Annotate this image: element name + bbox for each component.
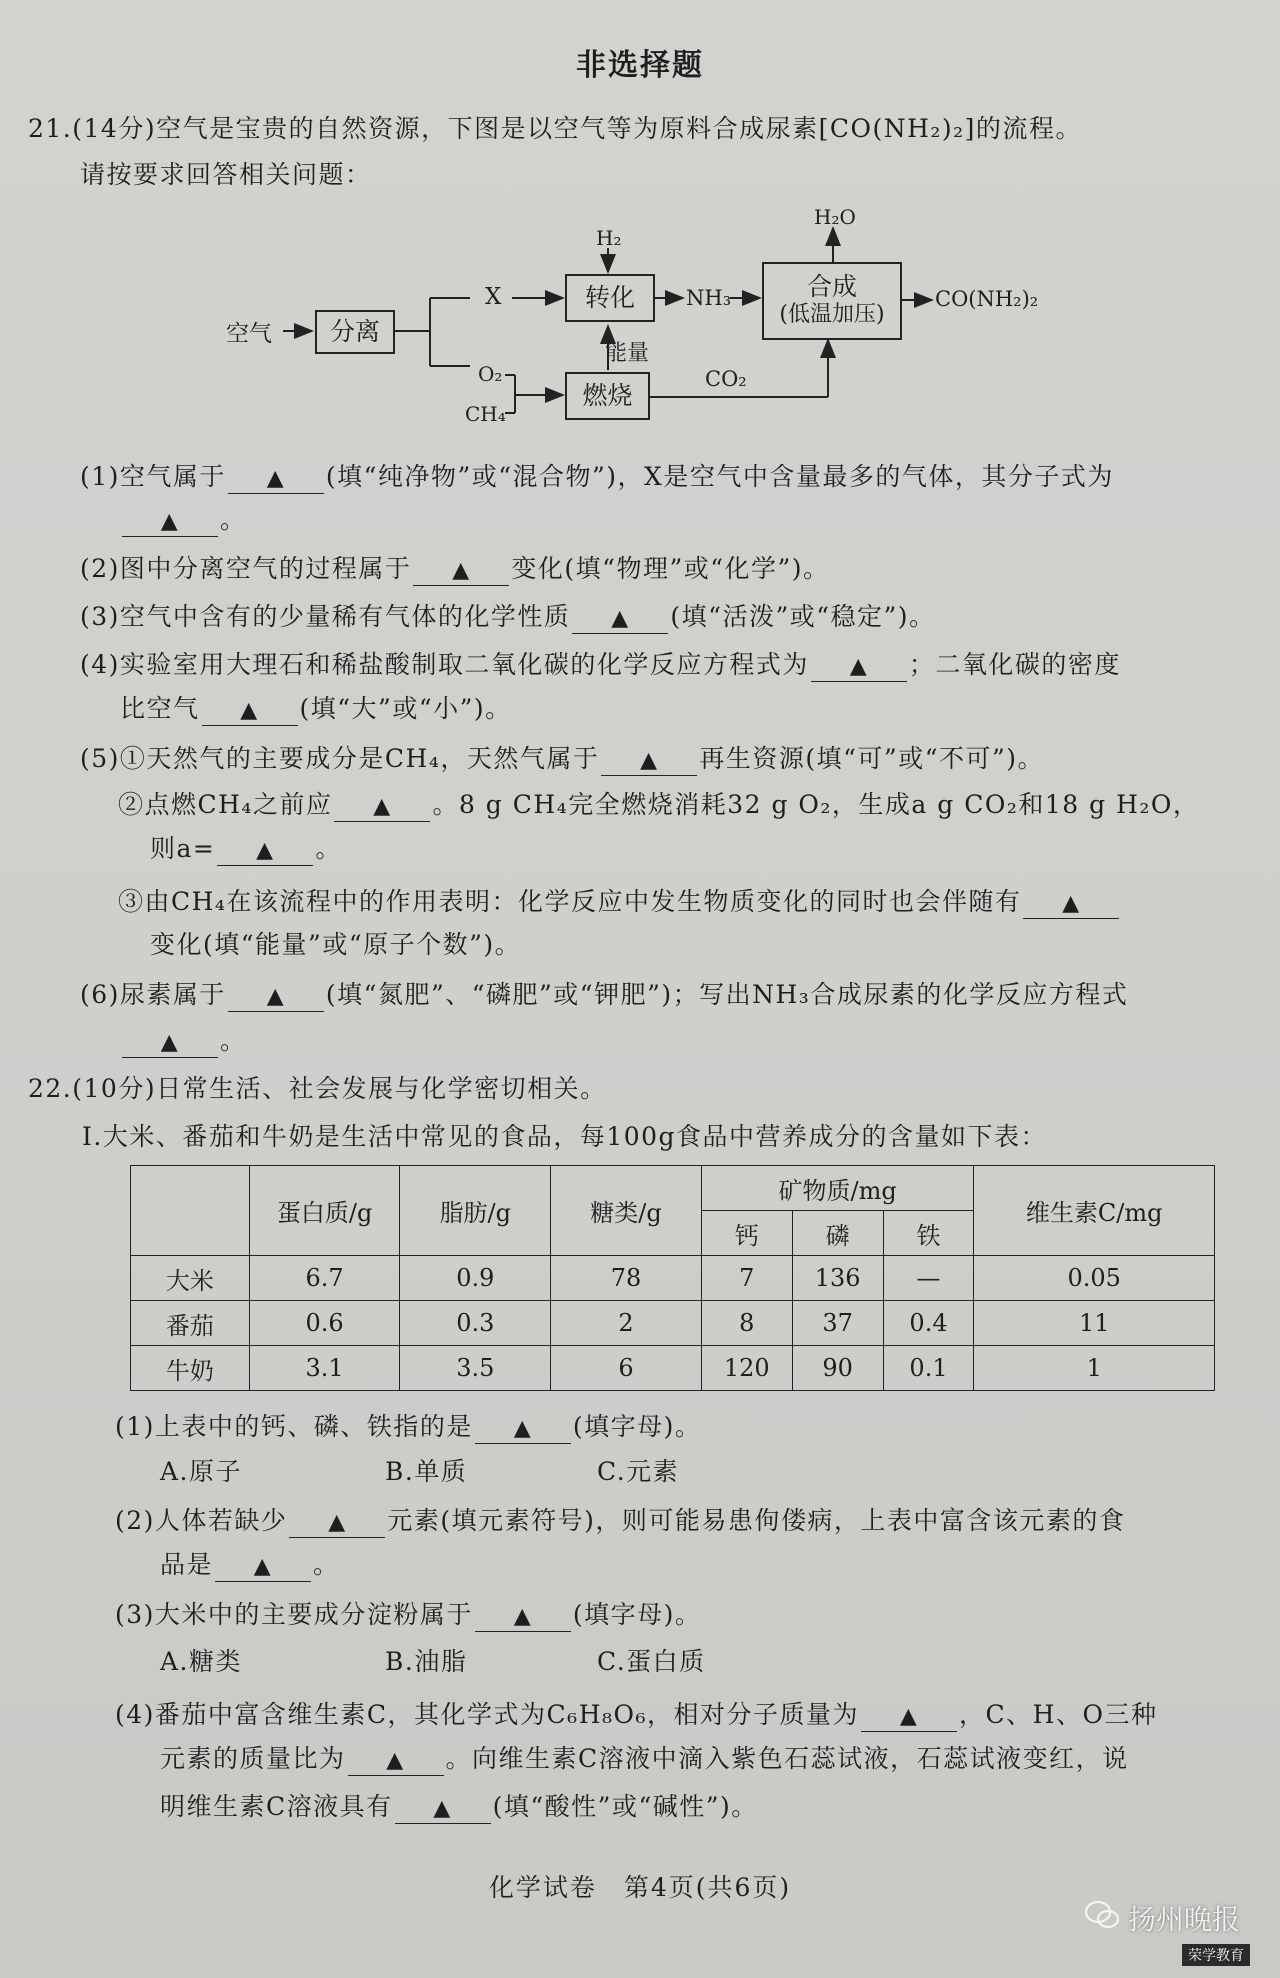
watermark <box>1084 1898 1240 1938</box>
answer-blank[interactable]: ▲ <box>122 506 218 537</box>
q22-2-line1: (2)人体若缺少 ▲ 元素(填元素符号)，则可能易患佝偻病，上表中富含该元素的食 <box>115 1504 1125 1538</box>
answer-blank[interactable]: ▲ <box>475 1413 571 1444</box>
q21-1-line1: (1)空气属于 ▲ (填“纯净物”或“混合物”)，X是空气中含量最多的气体，其分子式为 <box>80 460 1114 494</box>
answer-blank[interactable]: ▲ <box>348 1745 444 1776</box>
label-h2o: H₂O <box>814 205 856 229</box>
answer-blank[interactable]: ▲ <box>413 555 509 586</box>
header-fat: 脂肪/g <box>400 1166 551 1256</box>
page-footer: 化学试卷 第4页(共6页) <box>488 1873 792 1902</box>
answer-blank[interactable]: ▲ <box>228 463 324 494</box>
answer-blank[interactable]: ▲ <box>202 695 298 726</box>
q22-4-line1: (4)番茄中富含维生素C，其化学式为C₆H₈O₆，相对分子质量为 ▲ ，C、H、O三种 <box>115 1698 1157 1732</box>
header-iron: 铁 <box>883 1211 974 1256</box>
watermark-text: 扬州晚报 <box>1127 1903 1240 1936</box>
q21-5-line1: (5)①天然气的主要成分是CH₄，天然气属于 ▲ 再生资源(填“可”或“不可”)。 <box>80 742 1044 776</box>
header-phosphorus: 磷 <box>792 1211 883 1256</box>
box-burn: 燃烧 <box>565 372 650 420</box>
table-row: 番茄 0.6 0.3 2 8 37 0.4 11 <box>131 1301 1215 1346</box>
label-nh3: NH₃ <box>686 286 732 310</box>
answer-blank[interactable]: ▲ <box>601 745 697 776</box>
label-o2: O₂ <box>478 362 503 386</box>
answer-blank[interactable]: ▲ <box>572 603 668 634</box>
answer-blank[interactable]: ▲ <box>217 835 313 866</box>
answer-blank[interactable]: ▲ <box>228 981 324 1012</box>
header-calcium: 钙 <box>701 1211 792 1256</box>
answer-blank[interactable]: ▲ <box>1023 888 1119 919</box>
q21-5-line4: ③由CH₄在该流程中的作用表明：化学反应中发生物质变化的同时也会伴随有 ▲ <box>118 885 1121 919</box>
wechat-icon <box>1084 1900 1120 1937</box>
nutrition-table <box>130 1165 1215 1391</box>
q21-stem-line2: 请按要求回答相关问题： <box>80 160 372 189</box>
label-co2: CO₂ <box>705 367 747 391</box>
q22-3-option-c[interactable]: C.蛋白质 <box>597 1647 706 1676</box>
watermark-sub: 荣学教育 <box>1182 1944 1250 1966</box>
q22-3: (3)大米中的主要成分淀粉属于 ▲ (填字母)。 <box>115 1598 701 1632</box>
q22-3-option-b[interactable]: B.油脂 <box>385 1647 468 1676</box>
table-row: 牛奶 3.1 3.5 6 120 90 0.1 1 <box>131 1346 1215 1391</box>
header-mineral: 矿物质/mg <box>701 1166 974 1211</box>
table-corner <box>131 1166 250 1256</box>
answer-blank[interactable]: ▲ <box>861 1701 957 1732</box>
q22-4-line3: 明维生素C溶液具有 ▲ (填“酸性”或“碱性”)。 <box>160 1790 758 1824</box>
q21-5-line5: 变化(填“能量”或“原子个数”)。 <box>150 930 522 959</box>
box-synthesis <box>762 262 902 340</box>
label-ch4: CH₄ <box>465 402 506 426</box>
q21-6-line1: (6)尿素属于 ▲ (填“氮肥”、“磷肥”或“钾肥”)；写出NH₃合成尿素的化学反应方程式 <box>80 978 1128 1012</box>
q21-4-line2: 比空气 ▲ (填“大”或“小”)。 <box>120 692 512 726</box>
q21-3: (3)空气中含有的少量稀有气体的化学性质 ▲ (填“活泼”或“稳定”)。 <box>80 600 936 634</box>
answer-blank[interactable]: ▲ <box>395 1793 491 1824</box>
q22-1-option-a[interactable]: A.原子 <box>160 1457 243 1486</box>
label-h2: H₂ <box>596 226 622 250</box>
answer-blank[interactable]: ▲ <box>475 1601 571 1632</box>
synthesis-condition: (低温加压) <box>779 302 885 327</box>
q21-6-line2: ▲ 。 <box>120 1024 247 1058</box>
answer-blank[interactable]: ▲ <box>215 1551 311 1582</box>
q21-5-line3: 则a= ▲ 。 <box>150 832 342 866</box>
q21-2: (2)图中分离空气的过程属于 ▲ 变化(填“物理”或“化学”)。 <box>80 552 830 586</box>
q22-3-option-a[interactable]: A.糖类 <box>160 1647 243 1676</box>
header-protein: 蛋白质/g <box>249 1166 400 1256</box>
q22-2-line2: 品是 ▲ 。 <box>160 1548 340 1582</box>
q22-stem: 22.(10分)日常生活、社会发展与化学密切相关。 <box>28 1074 607 1103</box>
q22-part1: Ⅰ.大米、番茄和牛奶是生活中常见的食品，每100g食品中营养成分的含量如下表： <box>82 1122 1048 1151</box>
label-air: 空气 <box>226 321 272 347</box>
q21-5-line2: ②点燃CH₄之前应 ▲ 。8 g CH₄完全燃烧消耗32 g O₂，生成a g CO₂和18 g H₂O， <box>118 788 1199 822</box>
q21-stem-line1: 21.(14分)空气是宝贵的自然资源，下图是以空气等为原料合成尿素[CO(NH₂)₂]的流程。 <box>28 114 1082 143</box>
box-separate: 分离 <box>315 310 395 354</box>
q21-4-line1: (4)实验室用大理石和稀盐酸制取二氧化碳的化学反应方程式为 ▲ ；二氧化碳的密度 <box>80 648 1121 682</box>
header-vitamin-c: 维生素C/mg <box>974 1166 1215 1256</box>
answer-blank[interactable]: ▲ <box>289 1507 385 1538</box>
box-convert: 转化 <box>565 274 655 322</box>
label-x: X <box>485 284 502 310</box>
header-sugar: 糖类/g <box>551 1166 702 1256</box>
answer-blank[interactable]: ▲ <box>122 1027 218 1058</box>
answer-blank[interactable]: ▲ <box>334 791 430 822</box>
synthesis-title: 合成 <box>806 272 857 301</box>
label-urea: CO(NH₂)₂ <box>935 287 1039 311</box>
q21-1-line2: ▲ 。 <box>120 503 247 537</box>
section-title: 非选择题 <box>576 48 704 83</box>
q22-4-line2: 元素的质量比为 ▲ 。向维生素C溶液中滴入紫色石蕊试液，石蕊试液变红，说 <box>160 1742 1129 1776</box>
answer-blank[interactable]: ▲ <box>811 651 907 682</box>
label-energy: 能量 <box>605 341 650 366</box>
table-row: 大米 6.7 0.9 78 7 136 — 0.05 <box>131 1256 1215 1301</box>
q22-1-option-b[interactable]: B.单质 <box>385 1457 468 1486</box>
q22-1-option-c[interactable]: C.元素 <box>597 1457 680 1486</box>
q22-1: (1)上表中的钙、磷、铁指的是 ▲ (填字母)。 <box>115 1410 701 1444</box>
